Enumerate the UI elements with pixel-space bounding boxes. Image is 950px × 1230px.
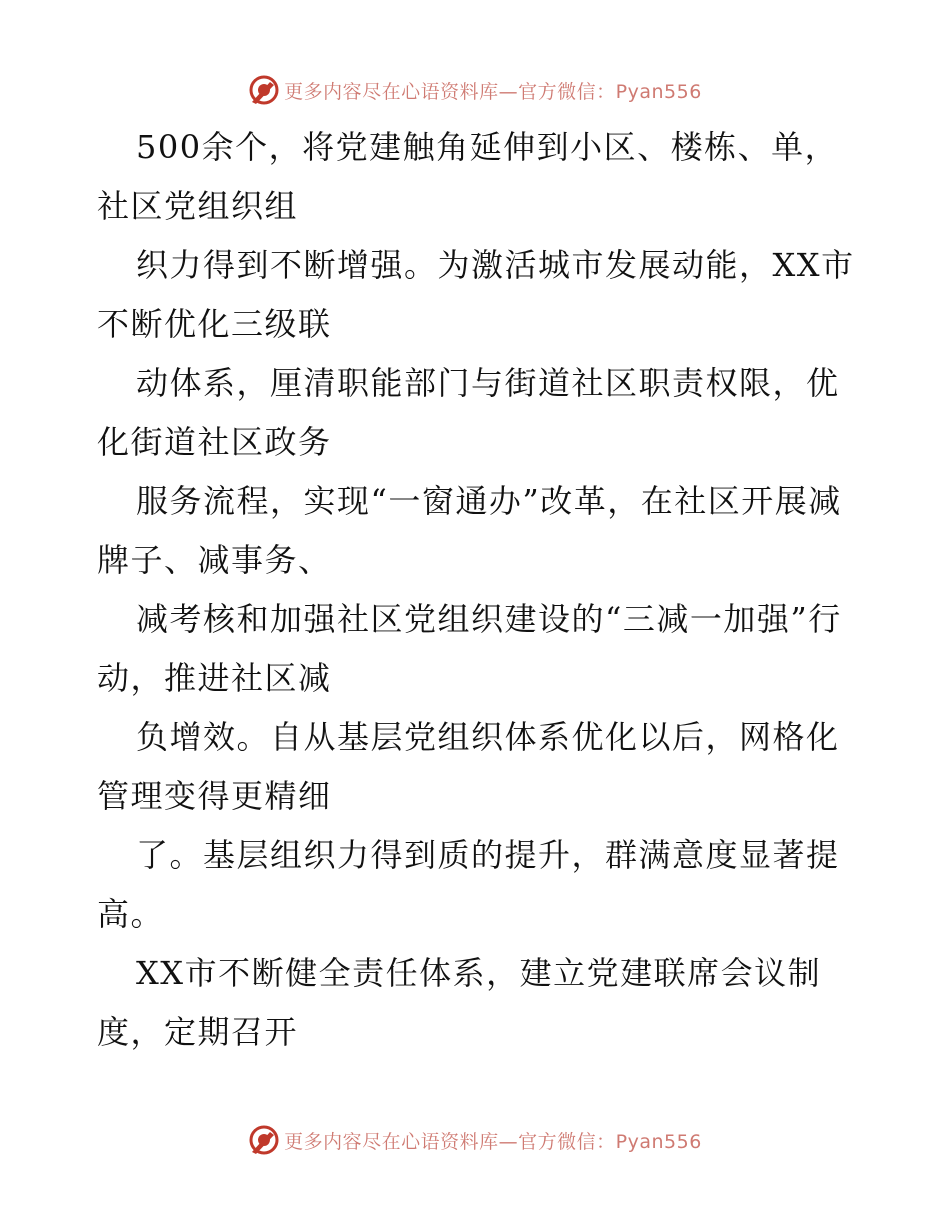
- paragraph: 减考核和加强社区党组织建设的“三减一加强”行动，推进社区减: [97, 600, 842, 697]
- header-banner: [0, 70, 950, 110]
- footer-banner: [0, 1120, 950, 1160]
- footer-text: 更多内容尽在心语资料库—官方微信：Pyan556: [284, 1130, 702, 1153]
- paragraph: 服务流程，实现“一窗通办”改革，在社区开展减牌子、减事务、: [97, 482, 842, 579]
- pen-logo-icon: [248, 74, 280, 106]
- document-body: [97, 118, 857, 1062]
- paragraph: 织力得到不断增强。为激活城市发展动能，XX市不断优化三级联: [97, 246, 855, 343]
- pen-logo-icon: [248, 1124, 280, 1156]
- paragraph: 500余个，将党建触角延伸到小区、楼栋、单，社区党组织组: [97, 128, 839, 225]
- paragraph: 了。基层组织力得到质的提升，群满意度显著提高。: [97, 836, 840, 933]
- paragraph: XX市不断健全责任体系，建立党建联席会议制度，定期召开: [97, 954, 822, 1051]
- paragraph: 负增效。自从基层党组织体系优化以后，网格化管理变得更精细: [97, 718, 840, 815]
- header-text: 更多内容尽在心语资料库—官方微信：Pyan556: [284, 80, 702, 103]
- paragraph: 动体系，厘清职能部门与街道社区职责权限，优化街道社区政务: [97, 364, 840, 461]
